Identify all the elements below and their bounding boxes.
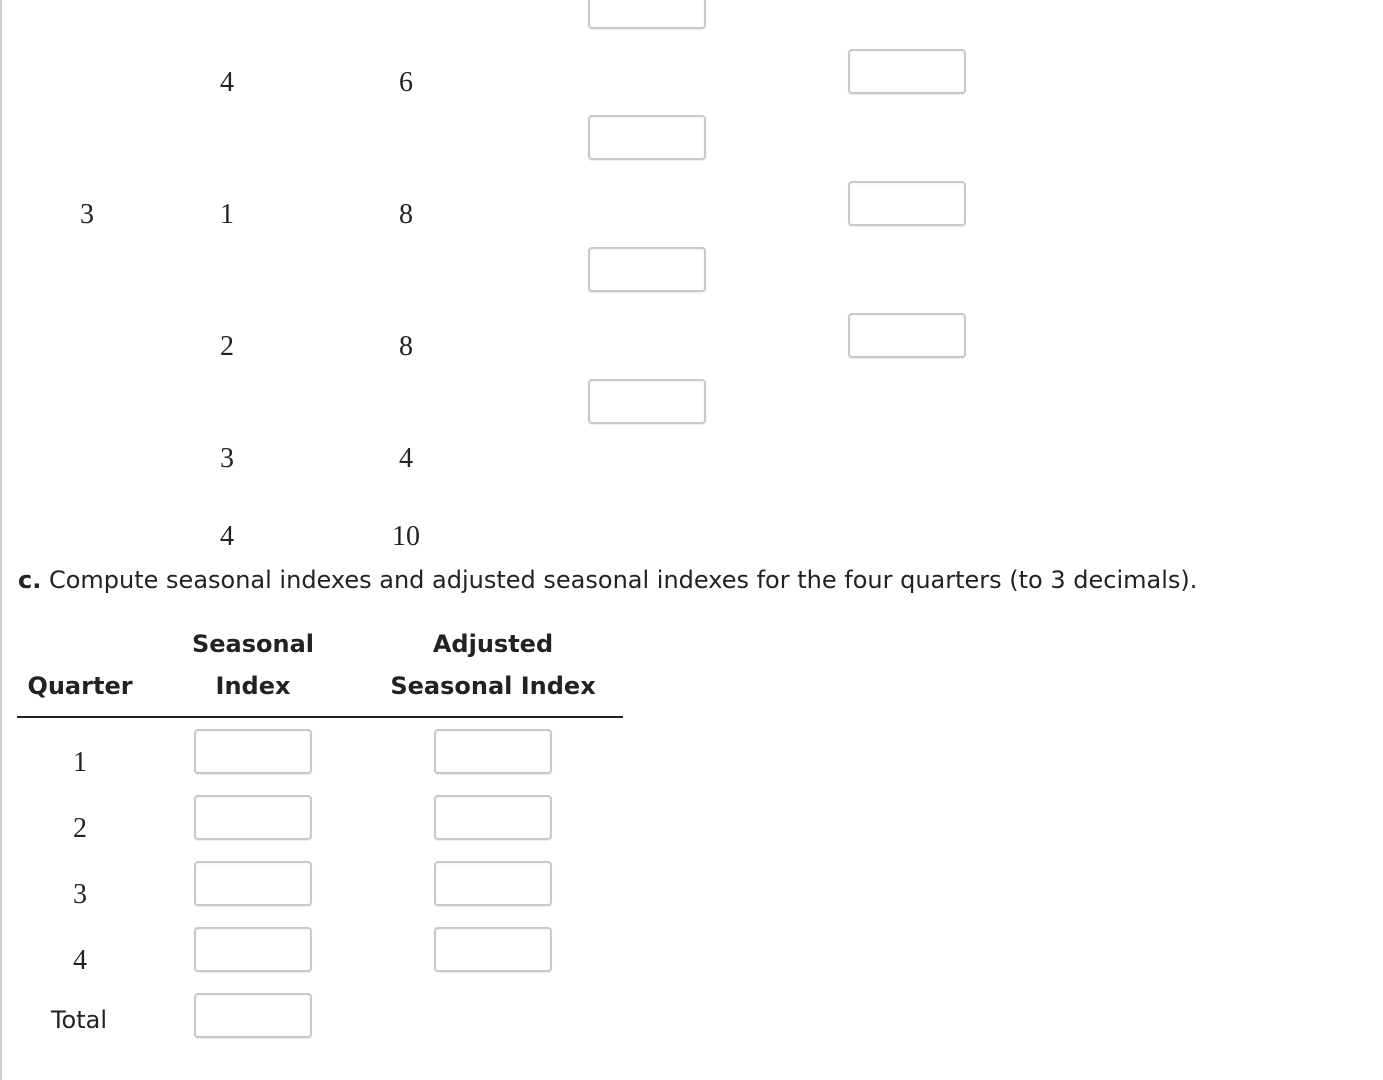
adjusted-seasonal-index-field-q2[interactable] [436, 797, 550, 838]
centered-moving-average-input-field[interactable] [850, 315, 964, 356]
sales-cell: 8 [399, 199, 413, 230]
quarter-cell: 4 [220, 521, 234, 552]
moving-average-input-field[interactable] [590, 381, 704, 422]
centered-moving-average-input[interactable] [848, 49, 966, 94]
adjusted-header-line1: Adjusted [432, 630, 554, 658]
quarter-row-label: 1 [73, 747, 87, 778]
adjusted-seasonal-index-input-q4[interactable] [434, 927, 552, 972]
seasonal-index-field-q3[interactable] [196, 863, 310, 904]
moving-average-input-field[interactable] [590, 117, 704, 158]
quarter-cell: 3 [220, 443, 234, 474]
centered-moving-average-input[interactable] [848, 181, 966, 226]
seasonal-index-total-input[interactable] [194, 993, 312, 1038]
moving-average-input-field[interactable] [590, 249, 704, 290]
part-c-prompt [18, 566, 1197, 594]
part-c-label: c. [18, 566, 42, 594]
adjusted-seasonal-index-field-q3[interactable] [436, 863, 550, 904]
quarter-cell: 1 [220, 199, 234, 230]
header-divider [17, 716, 623, 718]
adjusted-header-line2: Seasonal Index [390, 672, 596, 700]
moving-average-input-field[interactable] [590, 0, 704, 27]
year-cell: 3 [80, 199, 94, 230]
centered-moving-average-input[interactable] [848, 313, 966, 358]
seasonal-index-total-field[interactable] [196, 995, 310, 1036]
seasonal-index-input-q2[interactable] [194, 795, 312, 840]
adjusted-seasonal-index-field-q1[interactable] [436, 731, 550, 772]
seasonal-header-line1: Seasonal [191, 630, 315, 658]
seasonal-index-input-q3[interactable] [194, 861, 312, 906]
adjusted-seasonal-index-input-q2[interactable] [434, 795, 552, 840]
sales-cell: 4 [399, 443, 413, 474]
sales-cell: 8 [399, 331, 413, 362]
seasonal-index-field-q1[interactable] [196, 731, 310, 772]
part-c-instruction: Compute seasonal indexes and adjusted seasonal indexes for the four quarters (to 3 decimals). [48, 566, 1198, 594]
page-left-border [0, 0, 2, 1080]
adjusted-seasonal-index-field-q4[interactable] [436, 929, 550, 970]
quarter-cell: 2 [220, 331, 234, 362]
moving-average-input[interactable] [588, 379, 706, 424]
moving-average-input[interactable] [588, 115, 706, 160]
quarter-row-label: 3 [73, 879, 87, 910]
sales-cell: 10 [392, 521, 420, 552]
moving-average-input[interactable] [588, 247, 706, 292]
centered-moving-average-input-field[interactable] [850, 183, 964, 224]
sales-cell: 6 [399, 67, 413, 98]
seasonal-index-input-q1[interactable] [194, 729, 312, 774]
adjusted-seasonal-index-input-q3[interactable] [434, 861, 552, 906]
seasonal-header-line2: Index [215, 672, 291, 700]
adjusted-seasonal-index-input-q1[interactable] [434, 729, 552, 774]
total-label: Total [50, 1006, 108, 1034]
quarter-cell: 4 [220, 67, 234, 98]
seasonal-index-field-q4[interactable] [196, 929, 310, 970]
seasonal-index-input-q4[interactable] [194, 927, 312, 972]
moving-average-input[interactable] [588, 0, 706, 29]
quarter-header: Quarter [27, 672, 133, 700]
quarter-row-label: 4 [73, 945, 87, 976]
seasonal-index-field-q2[interactable] [196, 797, 310, 838]
centered-moving-average-input-field[interactable] [850, 51, 964, 92]
quarter-row-label: 2 [73, 813, 87, 844]
